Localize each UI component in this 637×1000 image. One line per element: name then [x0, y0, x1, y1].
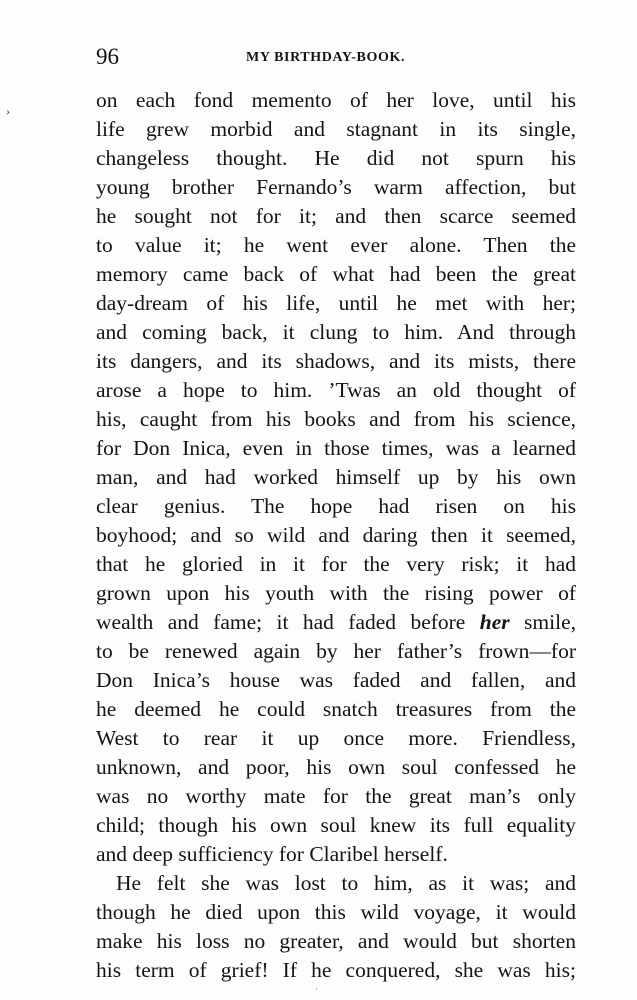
text-line: West to rear it up once more. Friendless, — [96, 726, 576, 750]
text-line: he sought not for it; and then scarce seemed — [96, 204, 576, 228]
text-line: grown upon his youth with the rising power of — [96, 581, 576, 605]
paper-speck: · — [315, 984, 318, 994]
text-line: arose a hope to him. ’Twas an old thought of — [96, 378, 576, 402]
text-line: his, caught from his books and from his science, — [96, 407, 576, 431]
page-header — [96, 44, 576, 74]
text-line: and deep sufficiency for Claribel herself. — [96, 842, 448, 866]
line-start: wealth and fame; it had faded before — [96, 610, 480, 634]
line-end: smile, — [509, 610, 576, 634]
text-line: he deemed he could snatch treasures from the — [96, 697, 576, 721]
text-line: on each fond memento of her love, until his — [96, 88, 576, 112]
text-line: life grew morbid and stagnant in its single, — [96, 117, 576, 141]
text-line: and coming back, it clung to him. And through — [96, 320, 576, 344]
text-line: day-dream of his life, until he met with her; — [96, 291, 576, 315]
margin-mark: › — [6, 104, 10, 118]
text-line: was no worthy mate for the great man’s only — [96, 784, 576, 808]
text-line: He felt she was lost to him, as it was; and — [116, 871, 576, 895]
text-line: child; though his own soul knew its full equality — [96, 813, 576, 837]
text-line: for Don Inica, even in those times, was a learned — [96, 436, 576, 460]
text-line: make his loss no greater, and would but shorten — [96, 929, 576, 953]
text-line: memory came back of what had been the great — [96, 262, 576, 286]
text-line: his term of grief! If he conquered, she was his; — [96, 958, 576, 982]
text-line: that he gloried in it for the very risk; it had — [96, 552, 576, 576]
text-line: boyhood; and so wild and daring then it seemed, — [96, 523, 576, 547]
body-text — [96, 86, 576, 985]
text-line-with-emphasis — [96, 608, 576, 637]
text-line: young brother Fernando’s warm affection, but — [96, 175, 576, 199]
text-line: its dangers, and its shadows, and its mists, there — [96, 349, 576, 373]
page-number: 96 — [96, 44, 119, 69]
text-line: unknown, and poor, his own soul confessed he — [96, 755, 576, 779]
text-line: man, and had worked himself up by his own — [96, 465, 576, 489]
text-line: to value it; he went ever alone. Then the — [96, 233, 576, 257]
text-line: to be renewed again by her father’s frown—for — [96, 639, 576, 663]
text-line: clear genius. The hope had risen on his — [96, 494, 576, 518]
text-line: though he died upon this wild voyage, it would — [96, 900, 576, 924]
text-line: changeless thought. He did not spurn his — [96, 146, 576, 170]
text-line: Don Inica’s house was faded and fallen, and — [96, 668, 576, 692]
emphasized-word: her — [479, 610, 510, 634]
running-title: MY BIRTHDAY-BOOK. — [246, 50, 406, 65]
